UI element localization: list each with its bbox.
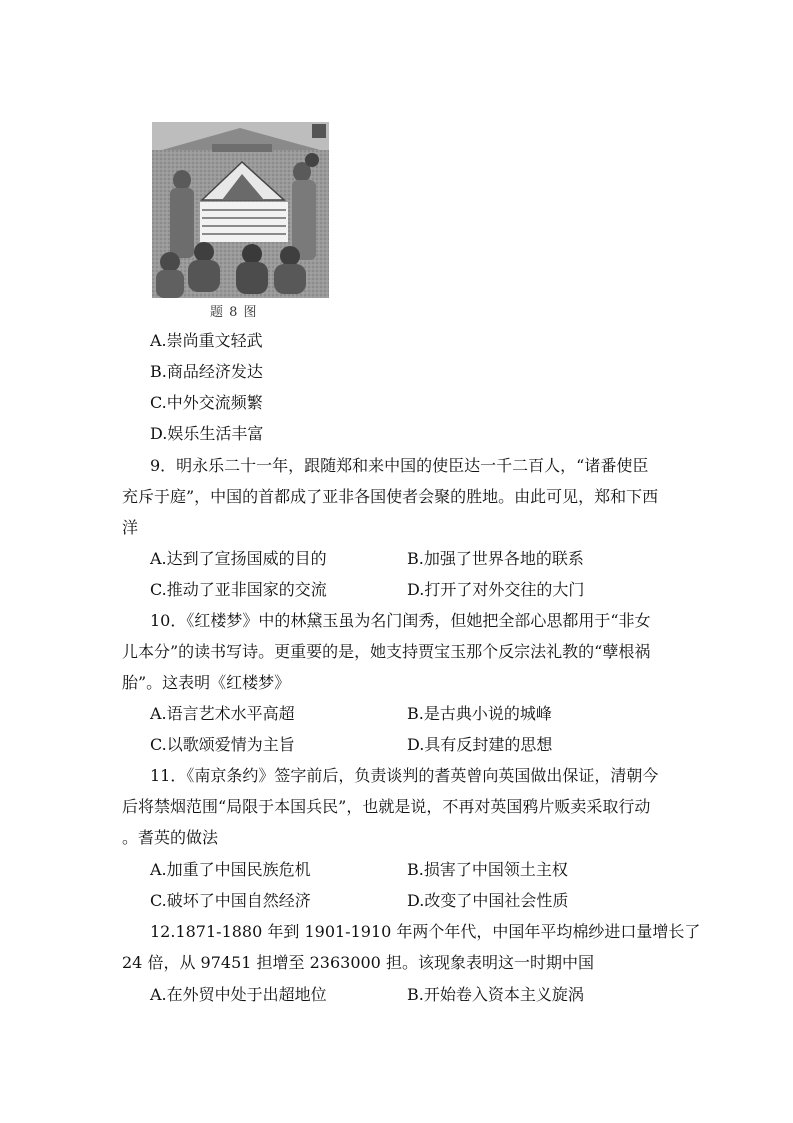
q9-option-b: B.加强了世界各地的联系 [407, 549, 584, 568]
q10-stem-line-1: 10．《红楼梦》中的林黛玉虽为名门闺秀，但她把全部心思都用于“非女 [150, 611, 651, 630]
q12-option-a: A.在外贸中处于出超地位 [150, 985, 327, 1004]
q11-option-b: B.损害了中国领土主权 [407, 860, 568, 879]
question-8-figure [152, 122, 329, 298]
q11-option-a: A.加重了中国民族危机 [150, 860, 311, 879]
q12-stem-line-1: 12.1871-1880 年到 1901-1910 年两个年代，中国年平均棉纱进口量增长了 [150, 922, 701, 941]
q8-option-d: D.娱乐生活丰富 [150, 424, 264, 443]
q10-option-b: B.是古典小说的城峰 [407, 704, 552, 723]
q11-option-c: C.破坏了中国自然经济 [150, 891, 311, 910]
q9-stem-line-1: 9．明永乐二十一年，跟随郑和来中国的使臣达一千二百人，“诸番使臣 [150, 456, 649, 475]
q8-option-a: A.崇尚重文轻武 [150, 331, 263, 350]
q11-option-d: D.改变了中国社会性质 [407, 891, 569, 910]
q10-option-d: D.具有反封建的思想 [407, 735, 553, 754]
q9-option-c: C.推动了亚非国家的交流 [150, 580, 327, 599]
q8-option-b: B.商品经济发达 [150, 362, 263, 381]
q10-option-a: A.语言艺术水平高超 [150, 704, 295, 723]
q10-option-c: C.以歌颂爱情为主旨 [150, 735, 295, 754]
ceremony-painting-image [152, 122, 329, 298]
q9-option-a: A.达到了宣扬国威的目的 [150, 549, 327, 568]
q10-stem-line-2: 儿本分”的读书写诗。更重要的是，她支持贾宝玉那个反宗法礼教的“孽根祸 [122, 642, 651, 661]
q12-stem-line-2: 24 倍，从 97451 担增至 2363000 担。该现象表明这一时期中国 [122, 953, 594, 972]
q11-stem-line-2: 后将禁烟范围“局限于本国兵民”，也就是说，不再对英国鸦片贩卖采取行动 [122, 797, 651, 816]
q11-stem-line-1: 11．《南京条约》签字前后，负责谈判的耆英曾向英国做出保证，清朝今 [150, 766, 659, 785]
q12-option-b: B.开始卷入资本主义旋涡 [407, 985, 584, 1004]
q9-stem-line-2: 充斥于庭”，中国的首都成了亚非各国使者会聚的胜地。由此可见，郑和下西 [122, 487, 659, 506]
q10-stem-line-3: 胎”。这表明《红楼梦》 [122, 673, 291, 692]
figure-caption: 题 8 图 [210, 305, 258, 320]
q9-stem-line-3: 洋 [122, 518, 139, 537]
q8-option-c: C.中外交流频繁 [150, 393, 263, 412]
q9-option-d: D.打开了对外交往的大门 [407, 580, 585, 599]
q11-stem-line-3: 。耆英的做法 [122, 828, 219, 847]
